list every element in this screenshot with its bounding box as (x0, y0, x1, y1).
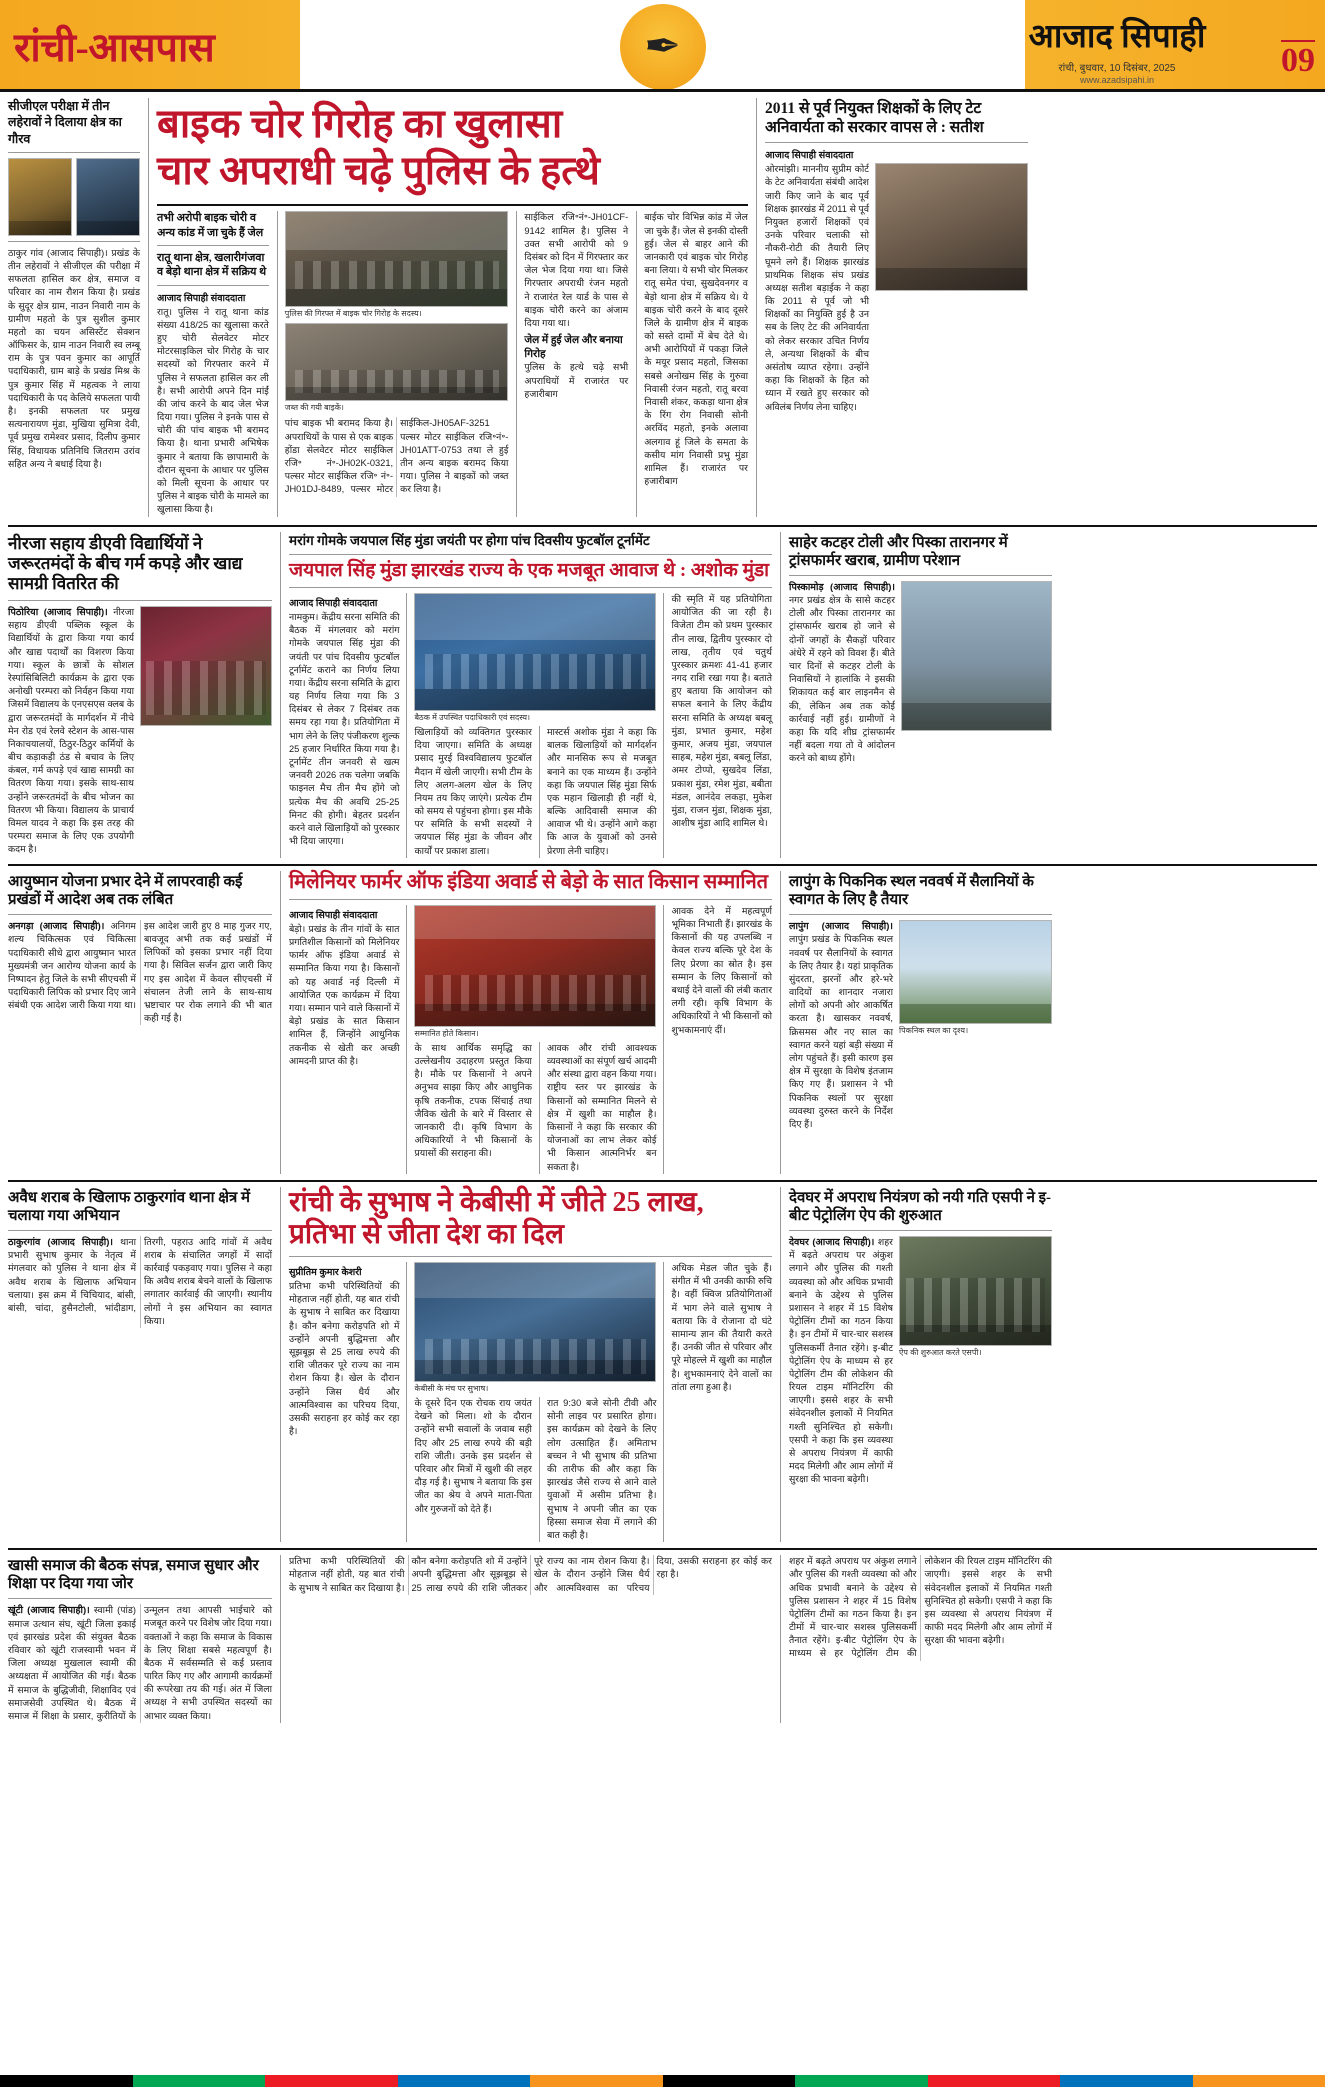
jaipal-munda-headline: जयपाल सिंह मुंडा झारखंड राज्य के एक मजबूत आवाज थे : अशोक मुंडा (289, 560, 770, 582)
seized-bikes-photo (285, 323, 509, 401)
lead-col3-text: साईकिल रजि॰नं॰-JH01CF-9142 शामिल है। पुलिस ने उक्त सभी आरोपी को 9 दिसंबर को दिन में गिरफ्तार कर जेल भेज दिया गया था। जिसे गिरफ्तार अपराधी रंजन महतो ने राजारंत रेल यार्ड के पास से बाइक चोरी करने का अंजाम दिया गया था। (524, 212, 629, 328)
fourth-block (8, 1187, 1317, 1542)
football-kicker: मरांग गोमके जयपाल सिंह मुंडा जयंती पर होगा पांच दिवसीय फुटबॉल टूर्नामेंट (289, 532, 650, 548)
niraja-sahay-story (8, 532, 272, 858)
lead-col1-text: रातू। पुलिस ने रातू थाना कांड संख्या 418/25 का खुलासा करते हुए चोरी सेलवेटर मोटर मोटरसाइकिल चोर गिरोह के चार सदस्यों को गिरफ्तार करने में पुलिस ने सफलता हासिल कर ली है। सभी आरोपी अपने दिन मांईं की जांच करने के बाद जेल भेज दिया गया। पुलिस ने इनके पास से चोरी की पांच बाइक भी बरामद किया है। थाना प्रभारी अभिषेक कुमार ने बताया कि छापामारी के दौरान सूचना के आधार पर पुलिस को मिली सूचना के आधार पर पुलिस ने बाइक चोरी के मामले का खुलासा किया है। (157, 306, 269, 515)
mid-photo-caption: बैठक में उपस्थित पदाधिकारी एवं सदस्य। (414, 712, 531, 722)
right-top-byline: आजाद सिपाही संवाददाता (765, 150, 854, 162)
kbc-overflow-text: प्रतिभा कभी परिस्थितियों की मोहताज नहीं होती, यह बात रांची के सुभाष ने साबित कर दिखाया है। कौन बनेगा करोड़पति शो में उन्होंने अपनी बुद्धिमत्ता और सूझबूझ से 25 लाख रुपये की राशि जीतकर पूरे राज्य का नाम रोशन किया है। खेल के दौरान उन्होंने जिस धैर्य और आत्मविश्वास का परिचय दिया, उसकी सराहना हर कोई कर रहा है। (289, 1556, 772, 1593)
lead-kicker: सीजीएल परीक्षा में तीन लहेरावों ने दिलाया क्षेत्र का गौरव (8, 99, 122, 146)
arrested-gang-photo (285, 211, 509, 307)
liquor-byline: ठाकुरगांव (आजाद सिपाही)। (8, 1236, 113, 1248)
transformer-byline: पिस्कामोड़ (आजाद सिपाही)। (789, 581, 895, 593)
lapung-headline: लापुंग के पिकनिक स्थल नववर्ष में सैलानियों के स्वागत के लिए है तैयार (789, 873, 1034, 908)
kbc-story (280, 1187, 772, 1542)
ayushman-story (8, 871, 272, 1174)
deoghar-headline: देवघर में अपराध नियंत्रण को नयी गति एसपी ने इ-बीट पेट्रोलिंग ऐप की शुरुआत (789, 1189, 1052, 1224)
millionaire-farmer-story (280, 871, 772, 1174)
kbc-stage-photo (414, 1262, 656, 1382)
lead-photo-column (277, 211, 509, 516)
distribution-photo (140, 606, 272, 726)
brand-website[interactable]: www.azadsipahi.in (1079, 75, 1155, 85)
kbc-headline: रांची के सुभाष ने केबीसी में जीते 25 लाख, प्रतिभा से जीता देश का दिल (289, 1186, 704, 1250)
lead-photo-caption: पुलिस की गिरफ्त में बाइक चोर गिरोह के सदस्य। (284, 309, 422, 319)
lead-photo2-caption: जब्त की गयी बाइकें। (284, 403, 344, 413)
deoghar-overflow-text: शहर में बढ़ते अपराध पर अंकुश लगाने और पुलिस की गश्ती व्यवस्था को और अधिक प्रभावी बनाने के उद्देश्य से पुलिस प्रशासन ने शहर में 15 विशेष पेट्रोलिंग टीमों का गठन किया है। इन टीमों में चार-चार सशस्त्र पुलिसकर्मी तैनात रहेंगे। इ-बीट पेट्रोलिंग ऐप के माध्यम से हर पेट्रोलिंग टीम की लोकेशन की रियल टाइम मॉनिटरिंग की जाएगी। इससे शहर के सभी संवेदनशील इलाकों में नियमित गश्ती सुनिश्चित हो सकेगी। एसपी ने कहा कि इस व्यवस्था से अपराध नियंत्रण में काफी मदद मिलेगी और आम लोगों में सुरक्षा की भावना बढ़ेगी। (789, 1556, 1052, 1659)
brand-block (987, 12, 1247, 85)
kbc-col1: प्रतिभा कभी परिस्थितियों की मोहताज नहीं होती, यह बात रांची के सुभाष ने साबित कर दिखाया है। कौन बनेगा करोड़पति शो में उन्होंने अपनी बुद्धिमत्ता और सूझबूझ से 25 लाख रुपये की राशि जीतकर पूरे राज्य का नाम रोशन किया है। खेल के दौरान उन्होंने जिस धैर्य और आत्मविश्वास का परिचय दिया, उसकी सराहना हर कोई कर रहा है। (289, 1281, 400, 1437)
deoghar-text: शहर में बढ़ते अपराध पर अंकुश लगाने और पुलिस की गश्ती व्यवस्था को और अधिक प्रभावी बनाने के उद्देश्य से पुलिस प्रशासन ने शहर में 15 विशेष पेट्रोलिंग टीमों का गठन किया है। इन टीमों में चार-चार सशस्त्र पुलिसकर्मी तैनात रहेंगे। इ-बीट पेट्रोलिंग ऐप के माध्यम से हर पेट्रोलिंग टीम की लोकेशन की रियल टाइम मॉनिटरिंग की जाएगी। इससे शहर के सभी संवेदनशील इलाकों में नियमित गश्ती सुनिश्चित हो सकेगी। एसपी ने कहा कि इस व्यवस्था से अपराध नियंत्रण में काफी मदद मिलेगी और आम लोगों में सुरक्षा की भावना बढ़ेगी। (789, 1236, 893, 1485)
lead-headline-line-1: बाइक चोर गिरोह का खुलासा (157, 101, 563, 146)
millionaire-headline: मिलेनियर फार्मर ऑफ इंडिया अवार्ड से बेड़ो के सात किसान सम्मानित (289, 870, 769, 893)
picnic-spot-photo (899, 920, 1052, 1024)
satish-portrait-photo (875, 163, 1028, 291)
khasi-headline: खासी समाज की बैठक संपन्न, समाज सुधार और शिक्षा पर दिया गया जोर (8, 1558, 259, 1593)
kbc-byline: सुप्रीतिम कुमार केशरी (289, 1267, 362, 1279)
deoghar-photo-caption: ऐप की शुरुआत करते एसपी। (899, 1347, 982, 1357)
topper-photo-2 (76, 158, 140, 236)
lead-subhead-2: रातू थाना क्षेत्र, खलारीगंजवा व बेड़ो थाना क्षेत्र में सक्रिय थे (157, 251, 267, 279)
brand-name: आजाद सिपाही (1028, 19, 1206, 55)
topper-photo-1 (8, 158, 72, 236)
kbc-col3: रात 9:30 बजे सोनी टीवी और सोनी लाइव पर प्रसारित होगा। इस कार्यक्रम को देखने के लिए लोग उत्साहित हैं। अमिताभ बच्चन ने भी सुभाष की प्रतिभा की तारीफ की और कहा कि झारखंड जैसे राज्य से आने वाले युवाओं में असीम प्रतिभा है। सुभाष ने अपनी जीत का एक हिस्सा समाज सेवा में लगाने की बात कही है। (539, 1397, 657, 1542)
third-block (8, 871, 1317, 1174)
epatrolling-launch-photo (899, 1236, 1052, 1346)
lead-col4-text: बाईक चोर विभिन्न कांड में जेल जा चुके हैं। जेल से इनकी दोस्ती हुई। जेल से बाहर आने की जानकारी एवं बाइक चोर गिरोह बना लिया। ये सभी चोर मिलकर रातू समेत पंचा, सुखदेवनगर व बेड़ो थाना क्षेत्र में सक्रिय थे। ये बाइक चोरी करने के बाद दूसरे जिले के ग्रामीण क्षेत्र में बाइक को सस्ते दामों में बेच देते थे। अभी आरोपियों में पकड़ा जिले के मयूर प्रसाद महतो, जिसका सबसे अनोखम सिंह के गुरुवा निवासी रंजन महतो, रातू बरवा निवासी शंकर, ककड़ा थाना क्षेत्र के रिंग रोग निवासी सोनी अरविंद महतो, इनके अलावा अलगाव हूं जिले के समता के कसीय मांग निवासी प्रभु मुंडा शामिल हैं। राजारंत पर हजारीबाग (644, 212, 748, 487)
section-title: रांची-आसपास (14, 25, 215, 70)
kbc-col2: के दूसरे दिन एक रोचक राय जयंत देखने को मिला। शो के दौरान उन्होंने सभी सवालों के जवाब सही दिए और 25 लाख रुपये की बड़ी राशि जीती। उनके इस प्रदर्शन से परिवार और मित्रों में खुशी की लहर दौड़ गई है। सुभाष ने बताया कि इस जीत का श्रेय वे अपने माता-पिता और गुरुजनों को देते हैं। (414, 1398, 532, 1514)
khasi-samaj-story (8, 1555, 272, 1723)
kbc-photo-caption: केबीसी के मंच पर सुभाष। (414, 1384, 489, 1394)
transformer-text: नगर प्रखंड क्षेत्र के सासे कटहर टोली और पिस्का तारानगर का ट्रांसफार्मर खराब हो जाने से दोनों जगहों के सैकड़ों परिवार अंधेरे में रहने को विवश हैं। बीते चार दिनों से कटहर टोली के निवासियों ने हालांकि ने इसकी शिकायत कई बार लाइनमैन से की, लेकिन अब तक कोई कार्रवाई नहीं हुई। ग्रामीणों ने कहा कि यदि शीघ्र ट्रांसफार्मर नहीं बदला गया तो वे आंदोलन करने को बाध्य होंगे। (789, 595, 895, 764)
niraja-text: नीरजा सहाय डीएवी पब्लिक स्कूल के विद्यार्थियों के द्वारा किया गया कार्य और खाद्य पदार्थों का विशरण किया गया। स्कूल के छात्रों के सोशल रेस्पांसिबिलिटी कार्यक्रम के द्वारा एक अनोखी परम्परा को निर्वहन किया गया जिसमें विद्यालय के एनएसएस क्लब के द्वारा जरूरतमंदों के मार्गदर्शन में नीचे मेन रोड एवं रेलवे स्टेशन के आस-पास निकाचयालयों, ठिठुर-ठिठुर कर्मियों के बीच कड़ाकड़ी ठंड से बचाव के लिए कंबल, गर्म कपड़े एवं खाद्य सामग्री का वितरण किया गया। इसके साथ-साथ उन्होंने जरूरतमंदों के बीच भोजन का वितरण भी किया। विद्यालय के प्राचार्य विमल यादव ने कहा कि इस तरह की परम्परा समाज के लिए एक उपयोगी कदम है। (8, 606, 134, 855)
ayushman-text: अनिगम शल्य चिकित्सक एवं चिकित्सा पदाधिकारी सीधे द्वारा आयुष्मान भारत मुख्यमंत्री जन आरोग्य योजना कार्य के निष्पादन हेतु जिले के सभी सीएचसी में पदाधिकारी लिपिक को प्रभार दिए जाने संबंधी एक आदेश जारी किया गया था। इस आदेश जारी हुए 8 माह गुजर गए, बावजूद अभी तक कई प्रखंडों में लिपिकों को इसका प्रभार नहीं दिया गया है। सिविल सर्जन द्वारा जारी किए गए इस आदेश में केवल सीएचसी में संचालन तेजी लाने के साथ-साथ भ्रष्टाचार पर रोक लगाने की भी बात कही गई है। (8, 920, 272, 1024)
niraja-headline: नीरजा सहाय डीएवी विद्यार्थियों ने जरूरतमंदों के बीच गर्म कपड़े और खाद्य सामग्री वितरित की (8, 533, 243, 594)
lead-headline (157, 98, 748, 198)
lead-col2-text: पांच बाइक भी बरामद किया है। अपराधियों के पास से एक बाइक होंडा सेलवेटर मोटर साईकिल रजि॰ नं॰-JH02K-0321, पल्सर मोटर साईकिल रजि॰ नं॰-JH01DJ-8489, पल्सर मोटर साईकिल-JH05AF-3251 पल्सर मोटर साईकिल रजि॰नं॰-JH01ATT-0753 तथा ले हुई तीन अन्य बाइक बरामद किया गया। पुलिस ने बाइकों को जब्त कर लिया है। (284, 418, 509, 495)
liquor-headline: अवैध शराब के खिलाफ ठाकुरगांव थाना क्षेत्र में चलाया गया अभियान (8, 1189, 250, 1224)
lapung-text: लापुंग प्रखंड के पिकनिक स्थल नववर्ष पर सैलानियों के स्वागत के लिए तैयार है। यहां प्राकृतिक सुंदरता, झरनों और हरे-भरे वादियों का शानदार नजारा लोगों को अपनी ओर आकर्षित करता है। खासकर नववर्ष, क्रिसमस और नए साल का स्वागत करने यहां बड़ी संख्या में लोग पहुंचते हैं। इसी कारण इस क्षेत्र में सुरक्षा के विशेष इंतजाम किए गए हैं। प्रशासन ने भी पिकनिक स्थलों पर सुरक्षा व्यवस्था दुरुस्त करने के निर्देश दिए हैं। (789, 934, 893, 1129)
lead-byline: आजाद सिपाही संवाददाता (157, 292, 246, 304)
transformer-headline: साहेर कटहर टोली और पिस्का तारानगर में ट्रांसफार्मर खराब, ग्रामीण परेशान (789, 534, 1008, 569)
lapung-byline: लापुंग (आजाद सिपाही)। (789, 920, 893, 932)
millionaire-col2: के साथ आर्थिक समृद्धि का उल्लेखनीय उदाहरण प्रस्तुत किया है। मौके पर किसानों ने अपने अनुभव साझा किए और आधुनिक कृषि तकनीक, टपक सिंचाई तथा जैविक खेती के बारे में विस्तार से जानकारी दी। कृषि विभाग के अधिकारियों ने भी किसानों के प्रयासों की सराहना की। (414, 1042, 532, 1159)
lapung-picnic-story (780, 871, 1052, 1174)
deoghar-byline: देवघर (आजाद सिपाही)। (789, 1236, 875, 1248)
deoghar-epatrolling-story (780, 1187, 1052, 1542)
sarna-samiti-meeting-photo (414, 593, 656, 711)
lead-headline-line-2: चार अपराधी चढ़े पुलिस के हत्थे (157, 148, 600, 194)
lead-col3b-text: पुलिस के हत्थे चढ़े सभी अपराधियों में राजारंत पर हजारीबाग (524, 362, 629, 399)
award-ceremony-photo (414, 905, 656, 1027)
cgl-toppers-photos (8, 158, 140, 236)
masthead (0, 0, 1325, 92)
page-number: 09 (1281, 42, 1315, 79)
lead-subhead-1: तभी अरोपी बाइक चोरी व अन्य कांड में जा चुके हैं जेल (157, 212, 264, 239)
lapung-photo-caption: पिकनिक स्थल का दृश्य। (899, 1025, 969, 1035)
right-top-headline: 2011 से पूर्व नियुक्त शिक्षकों के लिए टेट अनिवार्यता को सरकार वापस ले : सतीश (765, 100, 984, 136)
liquor-text: थाना प्रभारी सुभाष कुमार के नेतृत्व में मंगलवार को पुलिस ने थाना क्षेत्र में अवैध शराब के खिलाफ अभियान चलाया। इस क्रम में चिचियाद, बांसी, बांसी, चांदा, हुसैनटोली, भांदीडाग, तिरगी, पहराउ आदि गांवों में अवैध शराब के संचालित जगहों में सादों कार्रवाई पकड़वाए गया। पुलिस ने कहा कि अवैध शराब बेचने वालों के खिलाफ लगातार कार्रवाई की जाएगी। स्थानीय लोगों ने इस अभियान का स्वागत किया। (8, 1236, 272, 1326)
masthead-logo (603, 4, 723, 90)
niraja-byline: पिठोरिया (आजाद सिपाही)। (8, 606, 108, 618)
fountain-pen-icon: ✒ (620, 4, 706, 90)
transformer-story (780, 532, 1052, 858)
millionaire-col3: आवक और रांची आवश्यक व्यवस्थाओं का संपूर्ण खर्च आदमी और संस्था द्वारा वहन किया गया। राष्ट्रीय स्तर पर झारखंड के किसानों को सम्मानित मिलने से क्षेत्र में खुशी का माहौल है। किसानों ने कहा कि सरकार की योजनाओं का लाभ लेकर कोई भी किसान आत्मनिर्भर बन सकता है। (539, 1042, 657, 1174)
right-top-story (756, 98, 1028, 517)
khasi-text: स्वामी (पांड) समाज उत्थान संघ, खूंटी जिला इकाई एवं झारखंड प्रदेश की संयुक्त बैठक रविवार को खूंटी राजस्वामी भवन में जिला अध्यक्ष मुखलाल स्वामी की अध्यक्षता में आयोजित की गई। बैठक में समाज के बुद्धिजीवी, शिक्षाविद एवं समाजसेवी उपस्थित थे। बैठक में समाज में शिक्षा के प्रसार, कुरीतियों के उन्मूलन तथा आपसी भाईचारे को मजबूत करने पर विशेष जोर दिया गया। वक्ताओं ने कहा कि समाज के विकास के लिए शिक्षा सबसे महत्वपूर्ण है। बैठक में सर्वसम्मति से कई प्रस्ताव पारित किए गए और आगामी कार्यक्रमों की रूपरेखा तय की गई। अंत में जिला अध्यक्ष ने सभी उपस्थित सदस्यों का आभार व्यक्त किया। (8, 1605, 272, 1721)
lead-subhead-column (157, 211, 269, 516)
transformer-street-photo (901, 581, 1052, 731)
lead-left-text: ठाकुर गांव (आजाद सिपाही)। प्रखंड के तीन लहेरावों ने सीजीएल की परीक्षा में सफलता हासिल कर क्षेत्र, समाज व परिवार का नाम रौशन किया है। प्रखंड के सुदूर क्षेत्र ग्राम, नाउन निवारी नाम के ग्रामीण महतो के पुत्र सुशील कुमार महतो का चयन असिस्टेंट सेक्शन ऑफिसर के, ग्राम नाउन निवारी स्व लम्बू राम के पुत्र पवन कुमार का आपूर्ति पदाधिकारी, ग्राम बाड़े के प्रखंड मिश्र के पुत्र कुमार सिंह में महत्वक ने लाया पदाधिकारी के पद केलिये सफलता पायी है। इनकी सफलता पर प्रमुख सत्यनारायण मुंडा, मुखिया सुमित्रा देवी, पूर्व प्रमुख रामेश्वर प्रसाद, दिलीप कुमार सिंह, विधायक प्रतिनिधि जितराम उरांव सहित अन्य ने बधाई दिया है। (8, 247, 140, 469)
kbc-col4: अधिक मेडल जीत चुके हैं। संगीत में भी उनकी काफी रुचि है। वहीं क्विज प्रतियोगिताओं में भाग लेने वाले सुभाष ने बताया कि वे रोजाना दो घंटे सामान्य ज्ञान की तैयारी करते हैं। उनकी जीत से परिवार और पूरे मोहल्ले में खुशी का माहौल है। शुभकामनाएं देने वालों का तांता लगा हुआ है। (671, 1263, 772, 1392)
ayushman-byline: अनगड़ा (आजाद सिपाही)। (8, 920, 105, 932)
top-block (8, 98, 1317, 517)
mid-col3: मास्टर्स अशोक मुंडा ने कहा कि बालक खिलाड़ियों को मार्गदर्शन और मानसिक रूप से मजबूत बनाने का एक माध्यम हैं। उन्होंने कहा कि जयपाल सिंह मुंडा सिर्फ एक महान खिलाड़ी ही नहीं थे, बल्कि आदिवासी समाज की आवाज भी थे। उन्होंने आगे कहा कि आज के युवाओं को उनसे प्रेरणा लेनी चाहिए। (539, 726, 657, 858)
issue-date: रांची, बुधवार, 10 दिसंबर, 2025 (1058, 63, 1176, 74)
millionaire-photo-caption: सम्मानित होते किसान। (414, 1028, 479, 1038)
liquor-raid-story (8, 1187, 272, 1542)
ayushman-headline: आयुष्मान योजना प्रभार देने में लापरवाही कई प्रखंडों में आदेश अब तक लंबित (8, 873, 243, 908)
lead-col3-subtitle: जेल में हुई जेल और बनाया गिरोह (524, 335, 623, 360)
mid-col1: नामकुम। केंद्रीय सरना समिति की बैठक में मंगलवार को मरांग गोमके जयपाल सिंह मुंडा की जयंती पर पांच दिवसीय फुटबॉल टूर्नामेंट कराने का निर्णय लिया गया। केंद्रीय सरना समिति के द्वारा यह निर्णय लिया गया कि 3 दिसंबर से लेकर 7 दिसंबर तक समय रहा गया है। प्रतियोगिता में भाग लेने के लिए पंजीकरण शुल्क 25 हजार निर्धारित किया गया है। टूर्नामेंट तीन जनवरी से खत्म जनवरी 2026 तक चलेगा जबकि फाइनल मैच तीन मैच होंगे जो प्रत्येक मैच की अवधि 25-25 मिनट की होगी। बेहतर प्रदर्शन करने वाले खिलाड़ियों को पुरस्कार भी दिया जाएगा। (289, 611, 400, 847)
right-top-text: ओरमांझी। माननीय सुप्रीम कोर्ट के टेट अनिवार्यता संबंधी आदेश जारी किए जाने के बाद पूर्व शिक्षक झारखंड में 2011 से पूर्व नियुक्त हजारों शिक्षकों एवं उनके परिवार चलाकी सो नौकरी-रोटी की तैयारी लिए घूमने लगे हैं। शिक्षक झारखंड प्राथमिक शिक्षक संघ प्रखंड अध्यक्ष सतीश बड़ाईक ने कहा कि 2011 से पूर्व जो भी शिक्षकों का नियुक्ति हुई है उन सब के लिए टेट की अनिवार्यता को लेकर सरकार उचित निर्णय ले, अन्यथा शिक्षकों के बीच असंतोष व्याप्त रहेगा। उन्होंने कहा कि शिक्षकों के हित को ध्यान में रखते हुए सरकार को अविलंब निर्णय लेना चाहिए। (765, 164, 869, 412)
millionaire-byline: आजाद सिपाही संवाददाता (289, 909, 378, 921)
mid-col2: खिलाड़ियों को व्यक्तिगत पुरस्कार दिया जाएगा। समिति के अध्यक्ष प्रसाद मुरई विश्वविद्यालय फुटबॉल मैदान में खेली जाएगी। सभी टीम के लिए अलग-अलग खेल के लिए नियम तय किए जाएंगे। प्रत्येक टीम को समय से पहुंचना होगा। इस मौके पर समिति के सभी सदस्यों ने जयपाल सिंह मुंडा के जीवन और कार्यों पर प्रकाश डाला। (414, 726, 532, 856)
registration-color-bar (0, 2075, 1325, 2087)
lead-left-column (8, 98, 140, 517)
millionaire-col4: आवक देने में महत्वपूर्ण भूमिका निभाती हैं। झारखंड के किसानों की यह उपलब्धि न केवल राज्य बल्कि पूरे देश के लिए प्रेरणा का स्रोत है। इस सम्मान के लिए किसानों को बधाई देने वालों की लंबी कतार लगी रही। कृषि विभाग के अधिकारियों ने भी किसानों को शुभकामनाएं दीं। (671, 905, 772, 1035)
second-block (8, 532, 1317, 858)
millionaire-col1: बेड़ो। प्रखंड के तीन गांवों के सात प्रगतिशील किसानों को मिलेनियर फार्मर ऑफ इंडिया अवार्ड से सम्मानित किया गया है। किसानों को यह अवार्ड नई दिल्ली में आयोजित एक कार्यक्रम में दिया गया। सम्मान पाने वाले किसानों में बेड़ो प्रखंड के सात किसान शामिल हैं, जिन्होंने आधुनिक तकनीक से खेती कर अच्छी आमदनी प्राप्त की है। (289, 923, 400, 1066)
fifth-block (8, 1555, 1317, 1723)
khasi-byline: खूंटी (आजाद सिपाही)। (8, 1605, 90, 1617)
mid-col4: की स्मृति में यह प्रतियोगिता आयोजित की जा रही है। विजेता टीम को प्रथम पुरस्कार तीन लाख, द्वितीय पुरस्कार दो लाख, तृतीय एवं चतुर्थ पुरस्कार क्रमशः 41-41 हजार नगद राशि रखा गया है। बताते हुए बताया कि आयोजन को सफल बनाने के लिए केंद्रीय सरना समिति के अध्यक्ष बबलू मुंडा, प्रभात कुमार, महेश कुमार, अजय मुंडा, जयपाल साहब, महेश मुंडा, बबलू लिंडा, अमर टोप्पो, सुखदेव लिंडा, प्रकाश मुंडा, रमेश मुंडा, बबीता मंडल, आनंदेव लकड़ा, मुकेश मुंडा, राजन मुंडा, शिक्षक मुंडा, आशीष मुंडा आदि शामिल थे। (671, 593, 772, 829)
mid-byline: आजाद सिपाही संवाददाता (289, 597, 378, 609)
